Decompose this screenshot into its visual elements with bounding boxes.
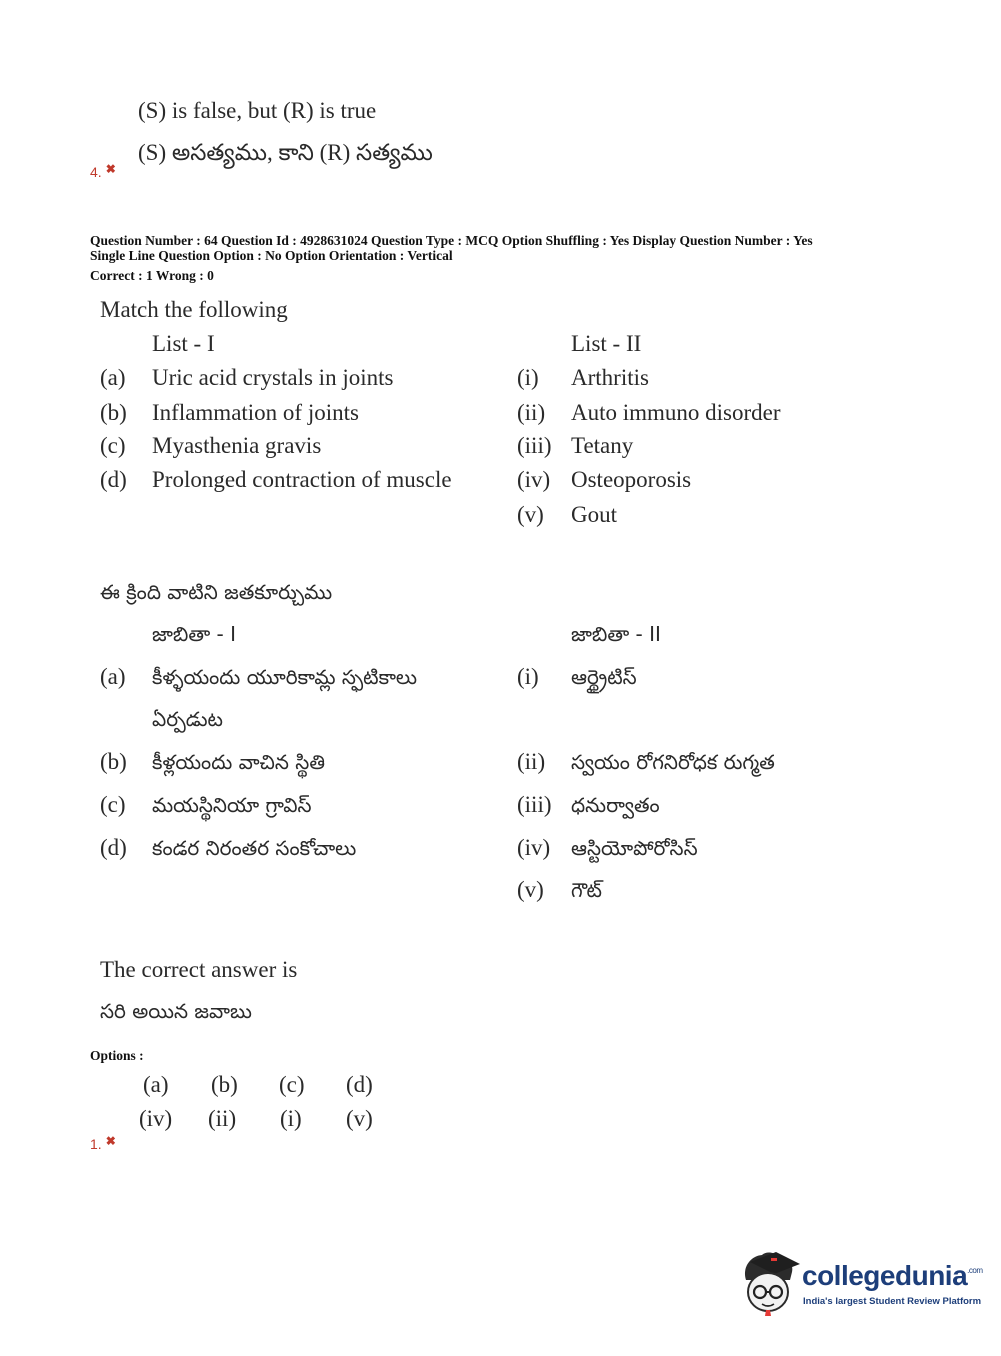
list1-item-text: కీళ్ళయందు యూరికామ్ల స్ఫటికాలు	[152, 665, 418, 689]
list1-item-key: (a)	[100, 664, 126, 689]
list2-item-key: (iv)	[517, 835, 551, 860]
prev-option-marker	[90, 162, 116, 182]
list1-item-key: (c)	[100, 792, 126, 817]
option-value-cell: (iv)	[139, 1106, 173, 1131]
list2-item-text: Tetany	[571, 433, 634, 458]
list1-item-key: (d)	[100, 835, 127, 860]
list1-item-text: Myasthenia gravis	[152, 433, 322, 458]
list2-item-text: Arthritis	[571, 365, 649, 390]
list2-item-key: (iv)	[517, 467, 551, 492]
question-meta-line2: Single Line Question Option : No Option Orientation : Vertical	[90, 248, 453, 263]
list1-item-text: Inflammation of joints	[152, 400, 359, 425]
prev-option-english: (S) is false, but (R) is true	[138, 98, 377, 123]
question-meta-line1: Question Number : 64 Question Id : 4928631024 Question Type : MCQ Option Shuffling : Yes Display Question Number : Yes	[90, 233, 813, 248]
list2-heading-en: List - II	[571, 331, 642, 356]
list2-item-text: Auto immuno disorder	[571, 400, 781, 425]
list2-item-key: (ii)	[517, 749, 546, 774]
list1-item-key: (a)	[100, 365, 126, 390]
options-label: Options :	[90, 1048, 144, 1063]
list1-heading-te: జాబితా - I	[152, 622, 237, 646]
wrong-mark-icon: ✖	[105, 1134, 116, 1148]
list2-item-key: (v)	[517, 877, 544, 902]
option-header-cell: (b)	[211, 1072, 238, 1097]
list1-item-text: Uric acid crystals in joints	[152, 365, 394, 390]
list1-item-text: కీళ్లయందు వాచిన స్థితి	[152, 750, 325, 774]
question-meta-line3: Correct : 1 Wrong : 0	[90, 268, 214, 283]
list1-item-text: మయస్థినియా గ్రావిస్	[152, 793, 312, 817]
list2-item-text: ఆస్టియోపోరోసిస్	[571, 836, 698, 860]
list1-item-key: (b)	[100, 749, 127, 774]
list2-item-text: Gout	[571, 502, 617, 527]
option-marker	[90, 1134, 116, 1154]
logo-tagline: India's largest Student Review Platform	[803, 1296, 982, 1307]
list2-item-text: Osteoporosis	[571, 467, 692, 492]
list2-item-text: ధనుర్వాతం	[571, 793, 660, 817]
prev-option-telugu: (S) అసత్యము, కాని (R) సత్యము	[138, 140, 433, 165]
list2-item-key: (ii)	[517, 400, 546, 425]
list1-item-key: (c)	[100, 433, 126, 458]
option-value-cell: (v)	[346, 1106, 373, 1131]
list1-item-key: (d)	[100, 467, 127, 492]
question-title-te: ఈ క్రింది వాటిని జతకూర్చుము	[100, 580, 333, 604]
list2-item-key: (iii)	[517, 433, 552, 458]
option-number: 4.	[90, 164, 102, 180]
logo-wordmark: collegedunia$^{.com}$	[802, 1260, 983, 1291]
list2-item-text: స్వయం రోగనిరోధక రుగ్మత	[571, 750, 775, 774]
answer-prompt-en: The correct answer is	[100, 957, 298, 982]
list2-item-key: (v)	[517, 502, 544, 527]
answer-prompt-te: సరి అయిన జవాబు	[100, 999, 252, 1023]
collegedunia-logo	[740, 1248, 983, 1320]
option-number: 1.	[90, 1136, 102, 1152]
list1-item-text-continued: ఏర్పడుట	[152, 707, 223, 731]
wrong-mark-icon: ✖	[105, 162, 116, 176]
list1-heading-en: List - I	[152, 331, 215, 356]
list2-item-text: గౌట్	[571, 878, 602, 902]
option-value-cell: (i)	[280, 1106, 302, 1131]
option-header-cell: (a)	[143, 1072, 169, 1097]
list1-item-key: (b)	[100, 400, 127, 425]
option-value-cell: (ii)	[208, 1106, 237, 1131]
list2-item-key: (iii)	[517, 792, 552, 817]
mascot-icon	[740, 1250, 800, 1316]
list2-heading-te: జాబితా - II	[571, 622, 661, 646]
list2-item-text: ఆర్థ్రైటిస్	[571, 665, 637, 689]
list1-item-text: Prolonged contraction of muscle	[152, 467, 452, 492]
list1-item-text: కండర నిరంతర సంకోచాలు	[152, 836, 357, 860]
option-header-cell: (c)	[279, 1072, 305, 1097]
list2-item-key: (i)	[517, 365, 539, 390]
question-title-en: Match the following	[100, 297, 288, 322]
option-header-cell: (d)	[346, 1072, 373, 1097]
list2-item-key: (i)	[517, 664, 539, 689]
